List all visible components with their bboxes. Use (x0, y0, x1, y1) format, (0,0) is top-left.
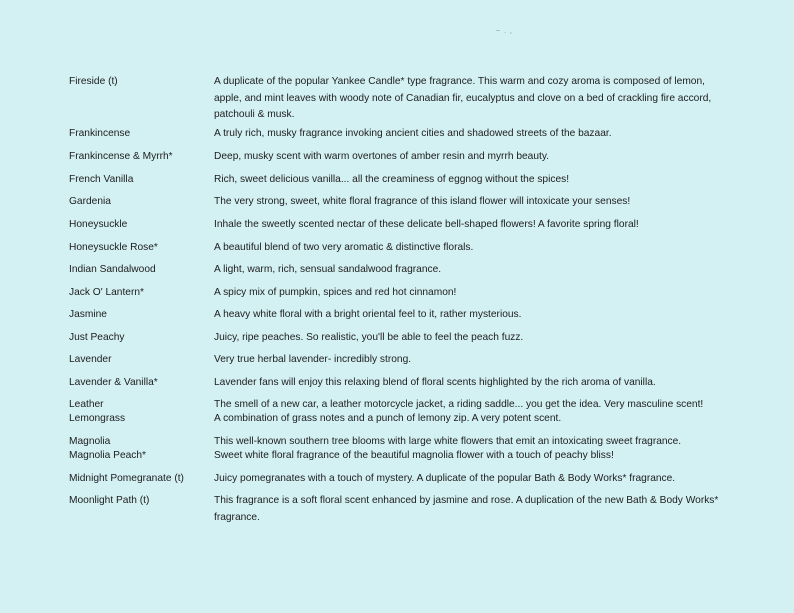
fragrance-description: The smell of a new car, a leather motorcycle jacket, a riding saddle... you get the idea. Very masculine scent! (214, 399, 704, 410)
fragrance-name: Moonlight Path (t) (69, 495, 150, 506)
fragrance-description: A combination of grass notes and a punch of lemony zip. A very potent scent. (214, 413, 562, 424)
fragrance-name: Lavender & Vanilla* (69, 377, 158, 388)
fragrance-name: Lemongrass (69, 413, 126, 424)
fragrance-description: Lavender fans will enjoy this relaxing blend of floral scents highlighted by the rich aroma of vanilla. (214, 377, 656, 388)
fragrance-name: Frankincense & Myrrh* (69, 151, 173, 162)
fragrance-description: Very true herbal lavender- incredibly strong. (214, 354, 412, 365)
fragrance-name: Gardenia (69, 196, 111, 207)
fragrance-name: French Vanilla (69, 174, 134, 185)
fragrance-description: A truly rich, musky fragrance invoking ancient cities and shadowed streets of the bazaar. (214, 128, 612, 139)
fragrance-description: Deep, musky scent with warm overtones of amber resin and myrrh beauty. (214, 151, 550, 162)
fragrance-name: Fireside (t) (69, 76, 118, 87)
fragrance-name: Leather (69, 399, 104, 410)
fragrance-description: A light, warm, rich, sensual sandalwood fragrance. (214, 264, 442, 275)
fragrance-description: This well-known southern tree blooms with large white flowers that emit an intoxicating sweet fragrance. (214, 436, 682, 447)
fragrance-description: Juicy pomegranates with a touch of mystery. A duplicate of the popular Bath & Body Works* fragrance. (214, 473, 676, 484)
fragrance-description: A heavy white floral with a bright oriental feel to it, rather mysterious. (214, 309, 522, 320)
fragrance-description: A beautiful blend of two very aromatic & distinctive florals. (214, 242, 474, 253)
fragrance-name: Honeysuckle Rose* (69, 242, 158, 253)
fragrance-description: A spicy mix of pumpkin, spices and red hot cinnamon! (214, 287, 457, 298)
fragrance-name: Frankincense (69, 128, 131, 139)
fragrance-name: Honeysuckle (69, 219, 128, 230)
fragrance-name: Indian Sandalwood (69, 264, 156, 275)
fragrance-description: This fragrance is a soft floral scent enhanced by jasmine and rose. A duplication of the new Bath & Body Works* fragrance. (214, 495, 719, 523)
fragrance-description: Sweet white floral fragrance of the beautiful magnolia flower with a touch of peachy bliss! (214, 450, 614, 461)
fragrance-name: Jasmine (69, 309, 107, 320)
fragrance-name: Just Peachy (69, 332, 125, 343)
fragrance-name: Magnolia Peach* (69, 450, 147, 461)
fragrance-description: A duplicate of the popular Yankee Candle* type fragrance. This warm and cozy aroma is composed of lemon, apple, and mint leaves with woody note of Canadian fir, eucalyptus and clove on a bed of crackling fire accord, patchouli & musk. (214, 76, 712, 120)
fragrance-description: Juicy, ripe peaches. So realistic, you'll be able to feel the peach fuzz. (214, 332, 524, 343)
fragrance-description: Inhale the sweetly scented nectar of these delicate bell-shaped flowers! A favorite spring floral! (214, 219, 639, 230)
fragrance-name: Jack O' Lantern* (69, 287, 144, 298)
scan-mark: ~ . , (496, 28, 513, 35)
fragrance-description: The very strong, sweet, white floral fragrance of this island flower will intoxicate your senses! (214, 196, 631, 207)
fragrance-description: Rich, sweet delicious vanilla... all the creaminess of eggnog without the spices! (214, 174, 570, 185)
fragrance-name: Lavender (69, 354, 112, 365)
fragrance-name: Midnight Pomegranate (t) (69, 473, 184, 484)
fragrance-name: Magnolia (69, 436, 111, 447)
